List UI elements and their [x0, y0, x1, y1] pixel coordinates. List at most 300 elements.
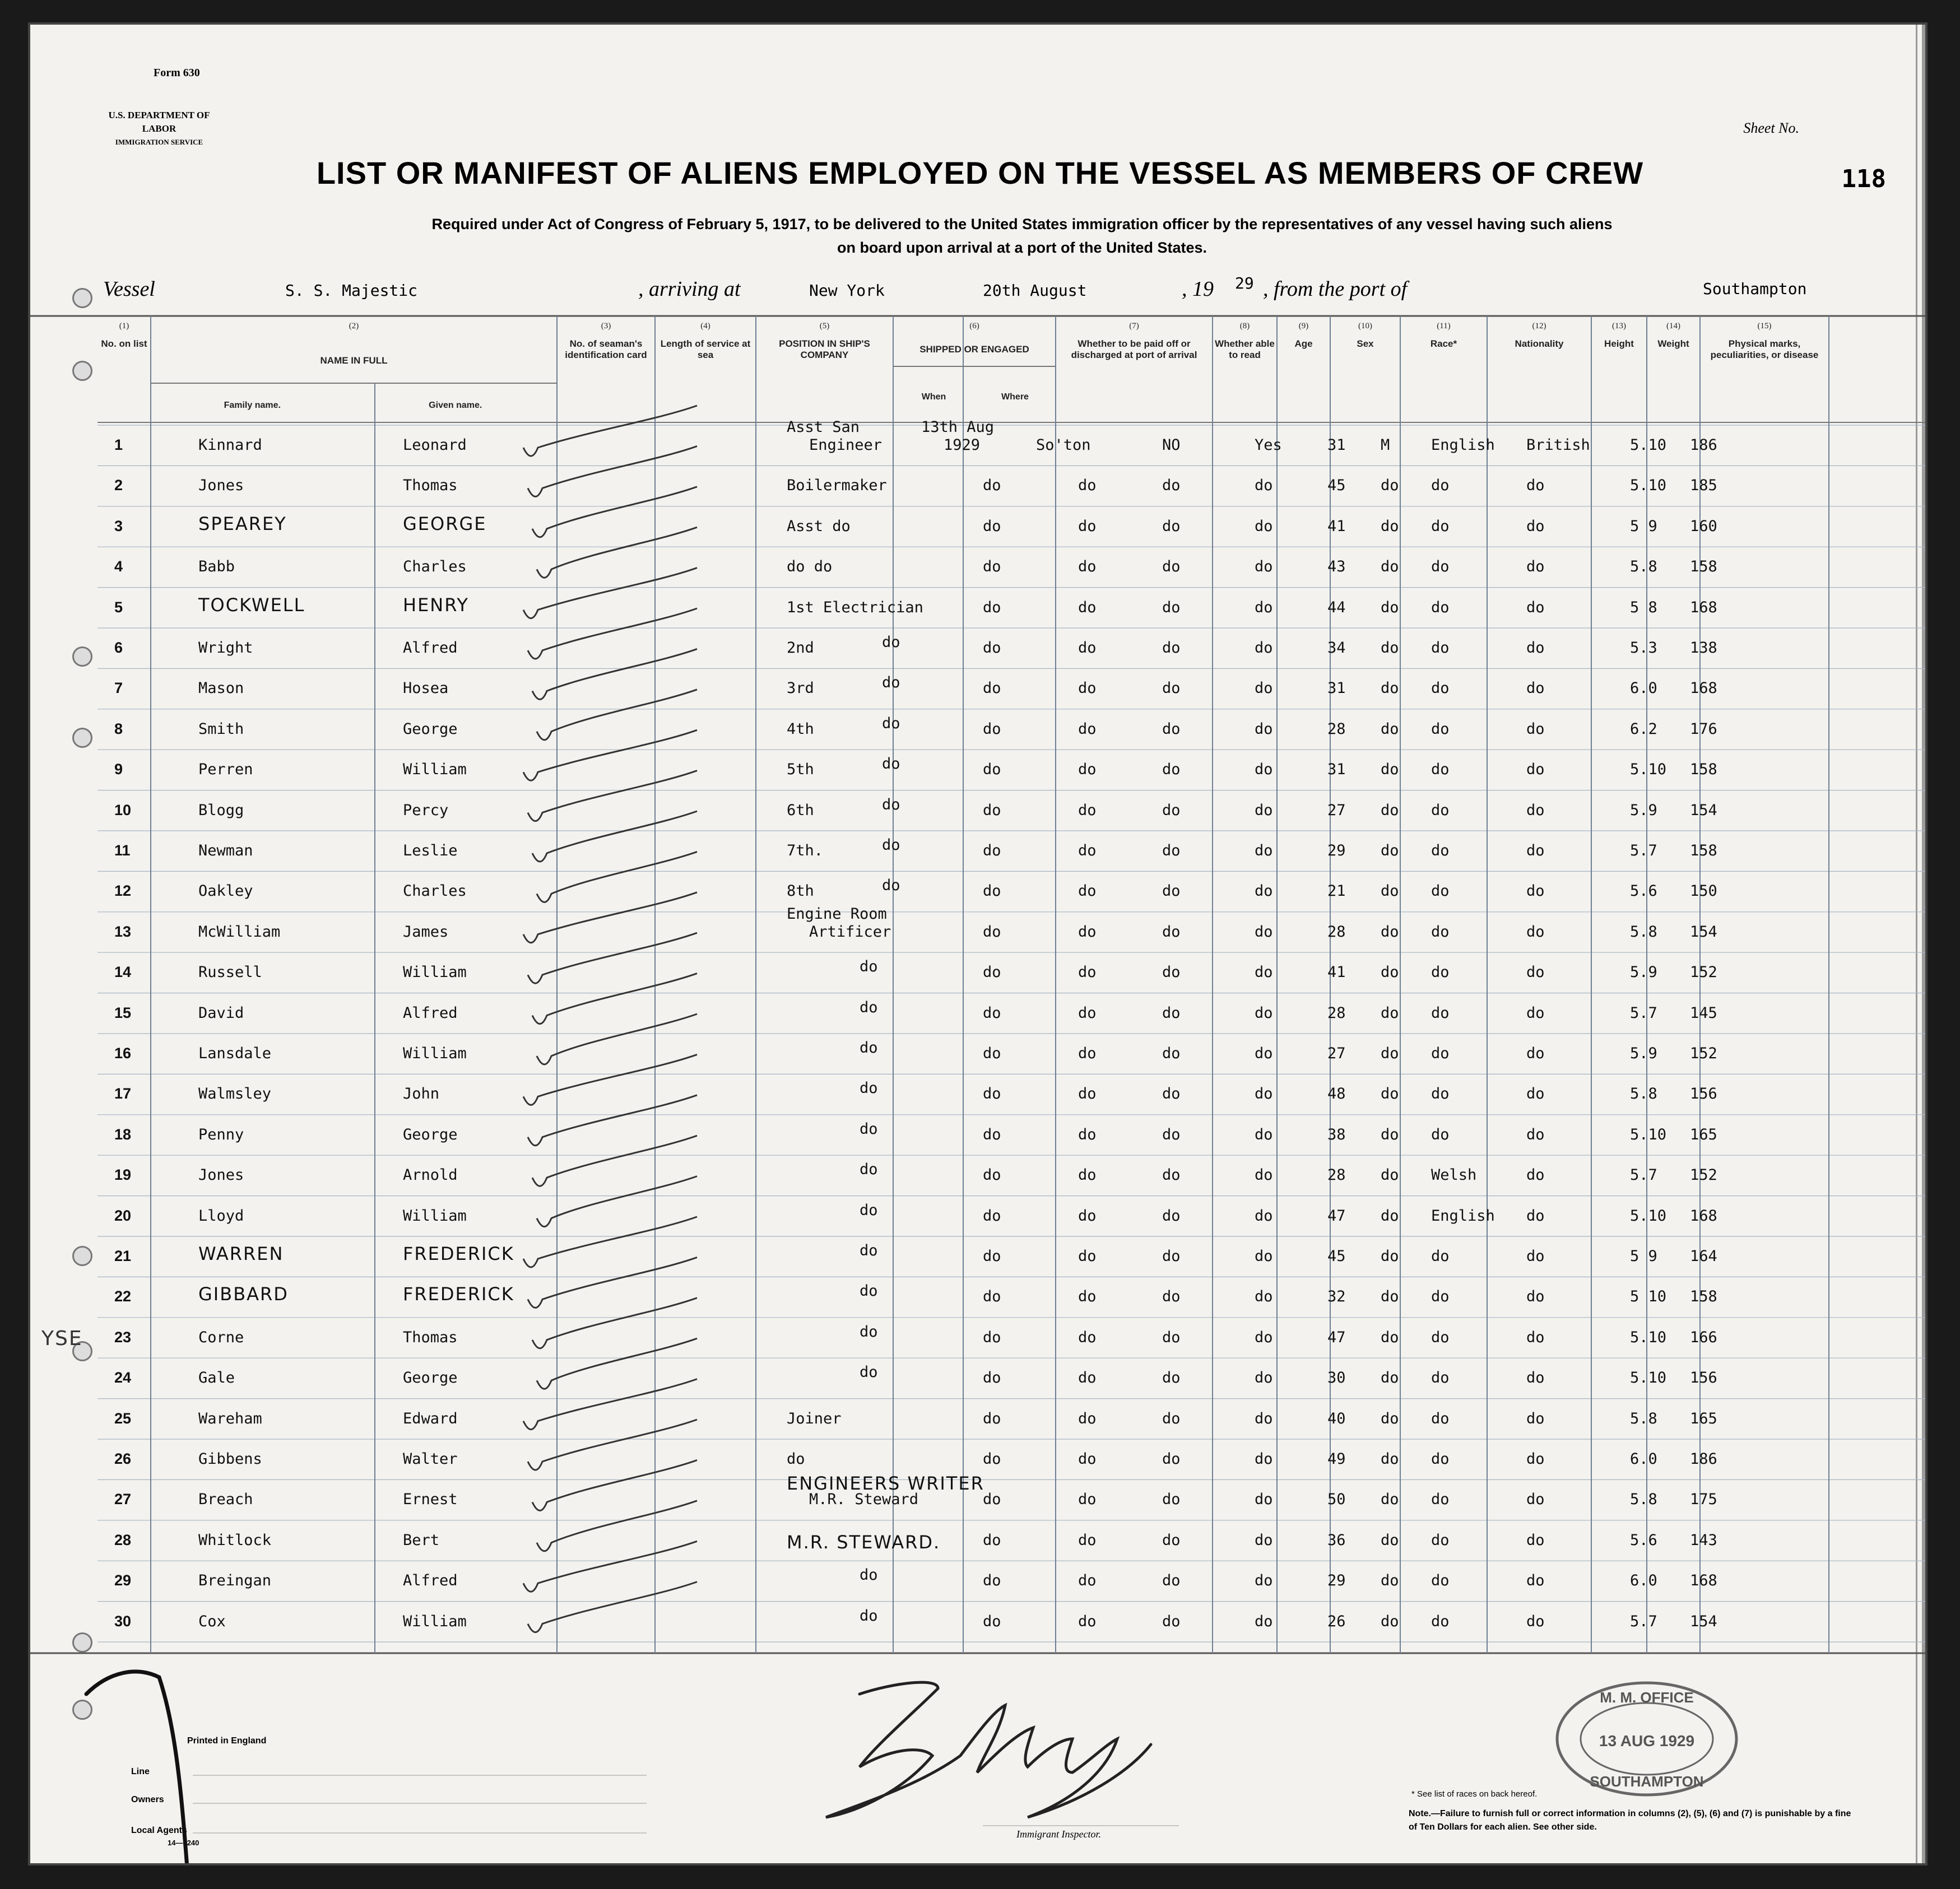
column-number: (3)	[601, 322, 611, 331]
given-name: Thomas	[403, 477, 458, 495]
binder-hole	[72, 361, 92, 381]
position-ditto: do	[860, 998, 878, 1016]
weight: 186	[1690, 436, 1717, 454]
shipped-where: do	[1078, 1328, 1097, 1346]
weight: 154	[1690, 923, 1717, 941]
row-number: 7	[114, 680, 123, 697]
race: do	[1431, 1328, 1450, 1346]
column-number: (10)	[1358, 322, 1372, 331]
column-number: (11)	[1437, 322, 1451, 331]
shipped-when: do	[983, 1491, 1001, 1509]
race: do	[1431, 477, 1450, 495]
race: Welsh	[1431, 1166, 1477, 1184]
paid-off: do	[1162, 1450, 1181, 1468]
age: 41	[1327, 964, 1346, 981]
inspector-label: Immigrant Inspector.	[1016, 1828, 1101, 1840]
weight: 154	[1690, 801, 1717, 819]
able-to-read: do	[1255, 598, 1273, 616]
age: 47	[1327, 1328, 1346, 1346]
weight: 152	[1690, 1166, 1717, 1184]
shipped-where: do	[1078, 1207, 1097, 1225]
sex: do	[1381, 923, 1399, 941]
given-name: Hosea	[403, 680, 449, 697]
check-mark	[523, 1054, 697, 1105]
row-number: 10	[114, 801, 132, 818]
family-name: Corne	[198, 1328, 244, 1346]
sex: do	[1381, 477, 1399, 495]
family-name: TOCKWELL	[198, 594, 305, 616]
manifest-page	[28, 22, 1928, 1865]
position-ditto: do	[860, 1566, 878, 1584]
paid-off: do	[1162, 801, 1181, 819]
paid-off: NO	[1162, 436, 1181, 454]
sex: do	[1381, 842, 1399, 859]
column-number: (4)	[700, 322, 710, 331]
sex: do	[1381, 720, 1399, 738]
height: 5.10	[1630, 761, 1667, 779]
shipped-where: do	[1078, 598, 1097, 616]
sex: do	[1381, 1004, 1399, 1022]
shipped-where: do	[1078, 842, 1097, 859]
able-to-read: do	[1255, 1369, 1273, 1387]
shipped-where: do	[1078, 1450, 1097, 1468]
able-to-read: do	[1255, 1207, 1273, 1225]
given-name: HENRY	[403, 594, 469, 616]
height: 6.0	[1630, 1450, 1657, 1468]
position: 2nd	[787, 639, 814, 657]
sex: do	[1381, 680, 1399, 697]
shipped-when: do	[983, 1612, 1001, 1630]
able-to-read: do	[1255, 1450, 1273, 1468]
given-name: Bert	[403, 1531, 440, 1549]
check-mark	[532, 1136, 697, 1186]
row-number: 1	[114, 436, 123, 453]
row-number: 25	[114, 1409, 132, 1427]
from-port: Southampton	[1703, 280, 1807, 298]
sex: do	[1381, 1288, 1399, 1306]
shipped-when: do	[983, 639, 1001, 657]
row-number: 4	[114, 558, 123, 575]
able-to-read: do	[1255, 1004, 1273, 1022]
given-name: Edward	[403, 1409, 458, 1427]
paid-off: do	[1162, 558, 1181, 576]
race: English	[1431, 1207, 1495, 1225]
paid-off: do	[1162, 1207, 1181, 1225]
family-name: McWilliam	[198, 923, 281, 941]
row-number: 16	[114, 1045, 132, 1062]
sex: M	[1381, 436, 1390, 454]
weight: 145	[1690, 1004, 1717, 1022]
position-line-2: Artificer	[809, 923, 891, 941]
family-name: Blogg	[198, 801, 244, 819]
sex: do	[1381, 598, 1399, 616]
shipped-where: do	[1078, 1166, 1097, 1184]
family-name: Newman	[198, 842, 253, 859]
age: 49	[1327, 1450, 1346, 1468]
check-mark	[523, 568, 697, 618]
row-number: 23	[114, 1328, 132, 1346]
able-to-read: do	[1255, 1491, 1273, 1509]
vessel-name: S. S. Majestic	[285, 281, 418, 300]
position: 3rd	[787, 680, 814, 697]
margin-stroke	[75, 1660, 198, 1865]
paid-off: do	[1162, 761, 1181, 779]
weight: 175	[1690, 1491, 1717, 1509]
shipped-where: do	[1078, 1045, 1097, 1062]
able-to-read: do	[1255, 1166, 1273, 1184]
paid-off: do	[1162, 923, 1181, 941]
shipped-where: do	[1078, 964, 1097, 981]
weight: 150	[1690, 882, 1717, 900]
row-number: 5	[114, 598, 123, 616]
paid-off: do	[1162, 517, 1181, 535]
column-header: No. of seaman's identification card	[565, 338, 647, 360]
shipped-where: do	[1078, 1409, 1097, 1427]
shipped-when-line-2: 1929	[944, 436, 981, 454]
shipped-where: do	[1078, 1531, 1097, 1549]
weight: 168	[1690, 1207, 1717, 1225]
height: 5 8	[1630, 598, 1657, 616]
able-to-read: do	[1255, 1409, 1273, 1427]
able-to-read: do	[1255, 1612, 1273, 1630]
nationality: do	[1526, 1248, 1545, 1265]
row-number: 18	[114, 1125, 132, 1143]
shipped-where: do	[1078, 1288, 1097, 1306]
column-number: (7)	[1129, 322, 1139, 331]
sex: do	[1381, 517, 1399, 535]
check-mark	[523, 730, 697, 780]
able-to-read: do	[1255, 1288, 1273, 1306]
nationality: do	[1526, 1207, 1545, 1225]
paid-off: do	[1162, 882, 1181, 900]
given-name: John	[403, 1085, 440, 1103]
given-name: Arnold	[403, 1166, 458, 1184]
weight: 143	[1690, 1531, 1717, 1549]
weight: 165	[1690, 1125, 1717, 1143]
column-number: (6)	[969, 322, 979, 331]
given-name: George	[403, 720, 458, 738]
race: do	[1431, 517, 1450, 535]
sex: do	[1381, 1531, 1399, 1549]
shipped-where: do	[1078, 517, 1097, 535]
position: do do	[787, 558, 833, 576]
column-number: (8)	[1239, 322, 1250, 331]
age: 45	[1327, 1248, 1346, 1265]
nationality: do	[1526, 923, 1545, 941]
shipped-when: do	[983, 801, 1001, 819]
paid-off: do	[1162, 1612, 1181, 1630]
given-name: Alfred	[403, 639, 458, 657]
age: 27	[1327, 1045, 1346, 1062]
office-stamp	[1552, 1674, 1742, 1803]
race: do	[1431, 680, 1450, 697]
race: do	[1431, 1531, 1450, 1549]
weight: 164	[1690, 1248, 1717, 1265]
column-header: No. on list	[101, 338, 147, 349]
weight: 166	[1690, 1328, 1717, 1346]
height: 5.8	[1630, 558, 1657, 576]
age: 47	[1327, 1207, 1346, 1225]
paid-off: do	[1162, 964, 1181, 981]
family-name: Jones	[198, 1166, 244, 1184]
position-ditto: do	[882, 877, 900, 895]
shipped-where: do	[1078, 761, 1097, 779]
sex: do	[1381, 1612, 1399, 1630]
column-number: (9)	[1298, 322, 1309, 331]
row-number: 13	[114, 923, 132, 940]
position-ditto: do	[860, 1364, 878, 1381]
height: 5.9	[1630, 964, 1657, 981]
shipped-where: do	[1078, 680, 1097, 697]
sex: do	[1381, 1207, 1399, 1225]
service-name: IMMIGRATION SERVICE	[115, 138, 203, 146]
column-header: Weight	[1657, 338, 1689, 349]
position: 7th.	[787, 842, 824, 859]
able-to-read: do	[1255, 1085, 1273, 1103]
position: Asst do	[787, 517, 851, 535]
sex: do	[1381, 801, 1399, 819]
binder-hole	[72, 728, 92, 748]
height: 5 9	[1630, 517, 1657, 535]
check-mark	[532, 1298, 697, 1348]
nationality: do	[1526, 1004, 1545, 1022]
sex: do	[1381, 1491, 1399, 1509]
height: 5.6	[1630, 882, 1657, 900]
sheet-label: Sheet No.	[1743, 120, 1799, 136]
row-number: 11	[114, 842, 131, 859]
weight: 158	[1690, 761, 1717, 779]
given-name: Charles	[403, 558, 467, 576]
nationality: do	[1526, 680, 1545, 697]
position: do	[787, 1450, 805, 1468]
race-note: * See list of races on back hereof.	[1411, 1789, 1538, 1799]
age: 38	[1327, 1125, 1346, 1143]
check-mark	[528, 1582, 697, 1632]
column-header: Height	[1604, 338, 1634, 349]
race: do	[1431, 964, 1450, 981]
height: 6.0	[1630, 1572, 1657, 1590]
able-to-read: do	[1255, 923, 1273, 941]
sex: do	[1381, 1166, 1399, 1184]
able-to-read: do	[1255, 964, 1273, 981]
shipped-when: do	[983, 761, 1001, 779]
paid-off: do	[1162, 1045, 1181, 1062]
column-number: (5)	[819, 322, 830, 331]
paid-off: do	[1162, 598, 1181, 616]
shipped-where: do	[1078, 1369, 1097, 1387]
age: 29	[1327, 1572, 1346, 1590]
check-marks	[30, 25, 1928, 1865]
able-to-read: do	[1255, 1045, 1273, 1062]
race: do	[1431, 1450, 1450, 1468]
row-number: 30	[114, 1612, 132, 1630]
sex: do	[1381, 639, 1399, 657]
row-number: 26	[114, 1450, 132, 1467]
family-name: Wareham	[198, 1409, 262, 1427]
race: do	[1431, 1288, 1450, 1306]
given-name: William	[403, 964, 467, 981]
family-name: WARREN	[198, 1243, 284, 1264]
race: do	[1431, 1409, 1450, 1427]
shipped-when: do	[983, 923, 1001, 941]
check-mark	[537, 852, 697, 902]
age: 29	[1327, 842, 1346, 859]
nationality: do	[1526, 1166, 1545, 1184]
paid-off: do	[1162, 1085, 1181, 1103]
row-number: 14	[114, 964, 132, 981]
able-to-read: do	[1255, 842, 1273, 859]
race: do	[1431, 761, 1450, 779]
family-name: Wright	[198, 639, 253, 657]
agents-label: Local Agents	[131, 1826, 187, 1835]
check-mark	[528, 608, 697, 659]
row-number: 12	[114, 882, 132, 900]
shipped-where: do	[1078, 1085, 1097, 1103]
able-to-read: do	[1255, 1248, 1273, 1265]
given-name: Percy	[403, 801, 449, 819]
given-name: Leslie	[403, 842, 458, 859]
check-mark	[532, 811, 697, 862]
shipped-where: do	[1078, 1491, 1097, 1509]
column-header: Race*	[1430, 338, 1457, 349]
nationality: do	[1526, 1409, 1545, 1427]
check-mark	[532, 974, 697, 1024]
check-mark	[532, 649, 697, 699]
position: Engine Room	[787, 905, 887, 923]
weight: 185	[1690, 477, 1717, 495]
paid-off: do	[1162, 842, 1181, 859]
shipped-where: do	[1078, 639, 1097, 657]
arrival-year: 29	[1235, 274, 1254, 292]
column-header: Nationality	[1515, 338, 1564, 349]
nationality: do	[1526, 598, 1545, 616]
sex: do	[1381, 1248, 1399, 1265]
height: 5.7	[1630, 1004, 1657, 1022]
height: 5.8	[1630, 1085, 1657, 1103]
weight: 158	[1690, 558, 1717, 576]
column-header: Age	[1294, 338, 1313, 349]
shipped-when: do	[983, 1369, 1001, 1387]
line-label: Line	[131, 1767, 150, 1776]
paid-off: do	[1162, 1409, 1181, 1427]
shipped-when: do	[983, 842, 1001, 859]
shipped-when: do	[983, 1085, 1001, 1103]
weight: 158	[1690, 1288, 1717, 1306]
sex: do	[1381, 1045, 1399, 1062]
weight: 186	[1690, 1450, 1717, 1468]
race: do	[1431, 1612, 1450, 1630]
given-name: George	[403, 1369, 458, 1387]
race: do	[1431, 1491, 1450, 1509]
given-name: Leonard	[403, 436, 467, 454]
nationality: do	[1526, 639, 1545, 657]
position: Joiner	[787, 1409, 842, 1427]
shipped-where: do	[1078, 1125, 1097, 1143]
check-mark	[528, 933, 697, 983]
position-ditto: do	[860, 1323, 878, 1341]
height: 5.7	[1630, 1166, 1657, 1184]
family-name: Kinnard	[198, 436, 262, 454]
row-number: 15	[114, 1004, 132, 1021]
race: do	[1431, 1125, 1450, 1143]
position-line-2: Engineer	[809, 436, 883, 454]
sex: do	[1381, 1328, 1399, 1346]
shipped-when: do	[983, 558, 1001, 576]
height: 5.8	[1630, 1491, 1657, 1509]
weight: 168	[1690, 1572, 1717, 1590]
paid-off: do	[1162, 1166, 1181, 1184]
given-name: Alfred	[403, 1004, 458, 1022]
height: 5.10	[1630, 1328, 1667, 1346]
column-subheader: Family name.	[224, 401, 281, 410]
family-name: Jones	[198, 477, 244, 495]
shipped-when: do	[983, 1045, 1001, 1062]
row-number: 9	[114, 761, 123, 778]
shipped-when: do	[983, 1166, 1001, 1184]
shipped-when: do	[983, 1288, 1001, 1306]
position-ditto: do	[860, 1161, 878, 1179]
nationality: do	[1526, 720, 1545, 738]
given-name: James	[403, 923, 449, 941]
column-number: (12)	[1532, 322, 1546, 331]
row-number: 22	[114, 1288, 132, 1305]
weight: 176	[1690, 720, 1717, 738]
paid-off: do	[1162, 1328, 1181, 1346]
race: do	[1431, 923, 1450, 941]
shipped-where: do	[1078, 720, 1097, 738]
vessel-label: Vessel	[103, 277, 155, 301]
paid-off: do	[1162, 1125, 1181, 1143]
given-name: William	[403, 761, 467, 779]
family-name: Penny	[198, 1125, 244, 1143]
nationality: do	[1526, 558, 1545, 576]
check-mark	[523, 1379, 697, 1430]
inspector-signature	[792, 1660, 1196, 1828]
able-to-read: do	[1255, 1572, 1273, 1590]
nationality: do	[1526, 1572, 1545, 1590]
position-ditto: do	[860, 1201, 878, 1219]
nationality: do	[1526, 964, 1545, 981]
weight: 158	[1690, 842, 1717, 859]
able-to-read: do	[1255, 720, 1273, 738]
binder-hole	[72, 288, 92, 308]
race: English	[1431, 436, 1495, 454]
race: do	[1431, 842, 1450, 859]
race: do	[1431, 1004, 1450, 1022]
position: 6th	[787, 801, 814, 819]
shipped-when: do	[983, 964, 1001, 981]
family-name: Breach	[198, 1491, 253, 1509]
position-ditto: do	[860, 1282, 878, 1300]
given-name: William	[403, 1045, 467, 1062]
sex: do	[1381, 1085, 1399, 1103]
given-name: William	[403, 1612, 467, 1630]
family-name: GIBBARD	[198, 1283, 289, 1305]
sex: do	[1381, 882, 1399, 900]
race: do	[1431, 558, 1450, 576]
sex: do	[1381, 1125, 1399, 1143]
position: M.R. STEWARD.	[787, 1531, 941, 1553]
age: 31	[1327, 436, 1346, 454]
sex: do	[1381, 964, 1399, 981]
shipped-where: do	[1078, 882, 1097, 900]
binder-hole	[72, 1632, 92, 1653]
age: 32	[1327, 1288, 1346, 1306]
given-name: FREDERICK	[403, 1243, 514, 1264]
shipped-when: do	[983, 1409, 1001, 1427]
paid-off: do	[1162, 680, 1181, 697]
given-name: Charles	[403, 882, 467, 900]
